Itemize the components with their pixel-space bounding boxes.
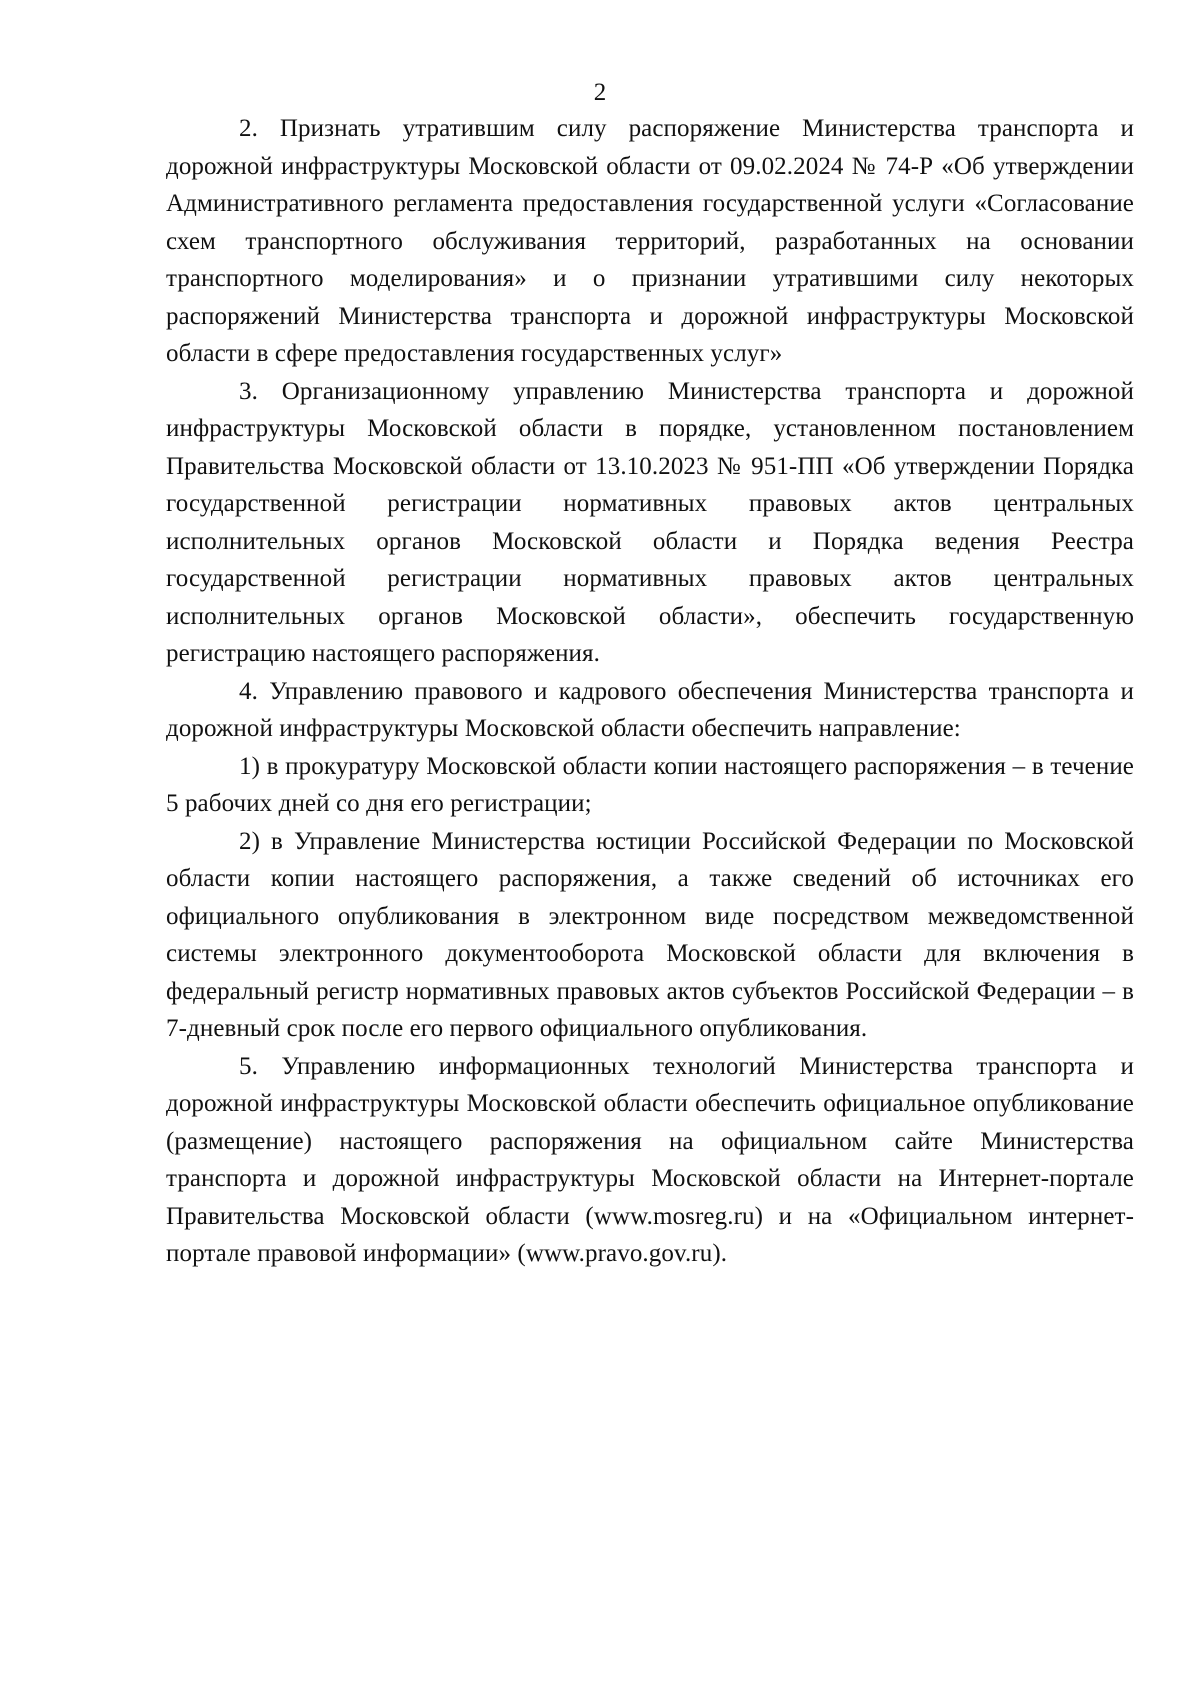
document-body xyxy=(166,110,1134,1273)
paragraph-subitem-1: 1) в прокуратуру Московской области копии настоящего распоряжения – в течение 5 рабочих дней со дня его регистрации; xyxy=(166,752,1134,817)
paragraph-subitem-2: 2) в Управление Министерства юстиции Российской Федерации по Московской области копии настоящего распоряжения, а также сведений об источниках его официального опубликования в электронном виде посредством межведомственной системы электронного документооборота Московской области для включения в федеральный регистр нормативных правовых актов субъектов Российской Федерации – в 7-дневный срок после его первого официального опубликования. xyxy=(166,827,1134,1042)
paragraph-item-4: 4. Управлению правового и кадрового обеспечения Министерства транспорта и дорожной инфраструктуры Московской области обеспечить направление: xyxy=(166,677,1134,742)
paragraph-item-5: 5. Управлению информационных технологий Министерства транспорта и дорожной инфраструктуры Московской области обеспечить официальное опубликование (размещение) настоящего распоряжения на официальном сайте Министерства транспорта и дорожной инфраструктуры Московской области на Интернет-портале Правительства Московской области (www.mosreg.ru) и на «Официальном интернет-портале правовой информации» (www.pravo.gov.ru). xyxy=(166,1052,1134,1267)
paragraph-item-2: 2. Признать утратившим силу распоряжение Министерства транспорта и дорожной инфраструктуры Московской области от 09.02.2024 № 74-Р «Об утверждении Административного регламента предоставления государственной услуги «Согласование схем транспортного обслуживания территорий, разработанных на основании транспортного моделирования» и о признании утратившими силу некоторых распоряжений Министерства транспорта и дорожной инфраструктуры Московской области в сфере предоставления государственных услуг» xyxy=(166,115,1134,367)
paragraph-item-3: 3. Организационному управлению Министерства транспорта и дорожной инфраструктуры Московской области в порядке, установленном постановлением Правительства Московской области от 13.10.2023 № 951-ПП «Об утверждении Порядка государственной регистрации нормативных правовых актов центральных исполнительных органов Московской области и Порядка ведения Реестра государственной регистрации нормативных правовых актов центральных исполнительных органов Московской области», обеспечить государственную регистрацию настоящего распоряжения. xyxy=(166,377,1134,667)
page-number: 2 xyxy=(593,79,607,106)
